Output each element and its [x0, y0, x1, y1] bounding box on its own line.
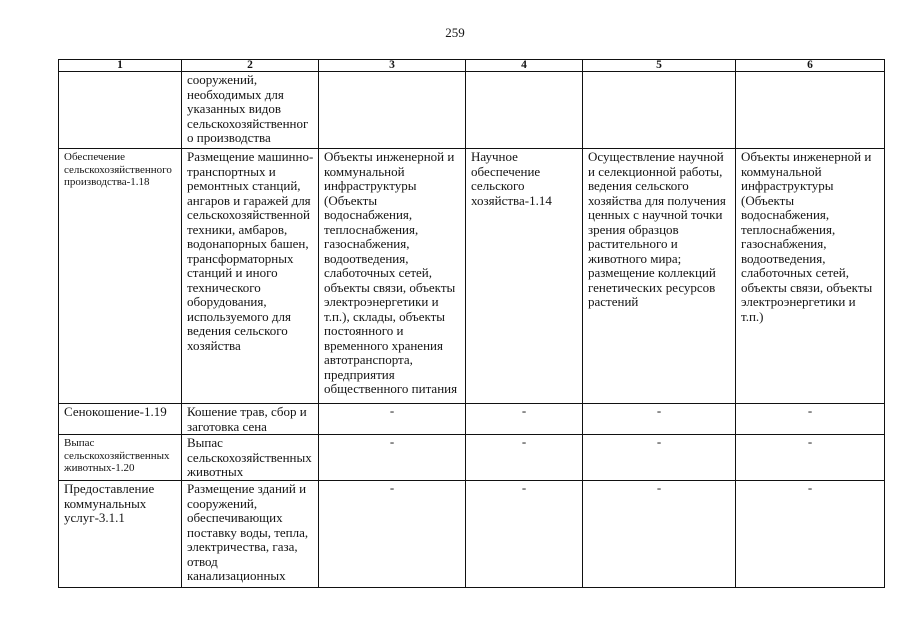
cell-col3: Объекты инженерной и коммунальной инфраструктуры (Объекты водоснабжения, теплоснабжения, газоснабжения, водоотведения, слаботочных сетей, объекты связи, объекты электроэнергетики и т.п.), склады, объекты постоянного и временного хранения автотранспорта, предприятия общественного питания	[319, 149, 466, 404]
cell-col4: -	[466, 404, 583, 435]
cell-col5: -	[583, 481, 736, 588]
cell-col6: -	[736, 404, 885, 435]
cell-col3: -	[319, 481, 466, 588]
cell-col5: -	[583, 404, 736, 435]
cell-col4: Научное обеспечение сельского хозяйства-1.14	[466, 149, 583, 404]
cell-col3: -	[319, 404, 466, 435]
table-row	[59, 435, 885, 481]
table-row	[59, 404, 885, 435]
table-row	[59, 149, 885, 404]
column-number-3: 3	[319, 60, 466, 72]
table-row	[59, 72, 885, 149]
cell-col6	[736, 72, 885, 149]
cell-col6: Объекты инженерной и коммунальной инфраструктуры (Объекты водоснабжения, теплоснабжения, газоснабжения, водоотведения, слаботочных сетей, объекты связи, объекты электроэнергетики и т.п.)	[736, 149, 885, 404]
cell-col2: Кошение трав, сбор и заготовка сена	[182, 404, 319, 435]
cell-col5: Осуществление научной и селекционной работы, ведения сельского хозяйства для получения ценных с научной точки зрения образцов растительного и животного мира; размещение коллекций генетических ресурсов растений	[583, 149, 736, 404]
cell-col3	[319, 72, 466, 149]
cell-col6: -	[736, 435, 885, 481]
cell-col5	[583, 72, 736, 149]
cell-col5: -	[583, 435, 736, 481]
cell-col2: сооружений, необходимых для указанных видов сельскохозяйственног о производства	[182, 72, 319, 149]
cell-col1: Обеспечение сельскохозяйственного производства-1.18	[59, 149, 182, 404]
cell-col4: -	[466, 435, 583, 481]
cell-col1: Предоставление коммунальных услуг-3.1.1	[59, 481, 182, 588]
cell-col1: Выпас сельскохозяйственных животных-1.20	[59, 435, 182, 481]
cell-col1	[59, 72, 182, 149]
column-number-2: 2	[182, 60, 319, 72]
cell-col1: Сенокошение-1.19	[59, 404, 182, 435]
cell-col3: -	[319, 435, 466, 481]
column-number-4: 4	[466, 60, 583, 72]
cell-col2: Размещение зданий и сооружений, обеспечивающих поставку воды, тепла, электричества, газа, отвод канализационных	[182, 481, 319, 588]
column-number-5: 5	[583, 60, 736, 72]
cell-col4: -	[466, 481, 583, 588]
column-number-6: 6	[736, 60, 885, 72]
table-row	[59, 481, 885, 588]
table-header-row	[59, 60, 885, 72]
cell-col6: -	[736, 481, 885, 588]
page-number: 259	[445, 25, 465, 40]
land-use-table	[58, 59, 885, 588]
cell-col2: Размещение машинно- транспортных и ремонтных станций, ангаров и гаражей для сельскохозяйственной техники, амбаров, водонапорных башен, трансформаторных станций и иного технического оборудования, используемого для ведения сельского хозяйства	[182, 149, 319, 404]
column-number-1: 1	[59, 60, 182, 72]
cell-col2: Выпас сельскохозяйственных животных	[182, 435, 319, 481]
cell-col4	[466, 72, 583, 149]
